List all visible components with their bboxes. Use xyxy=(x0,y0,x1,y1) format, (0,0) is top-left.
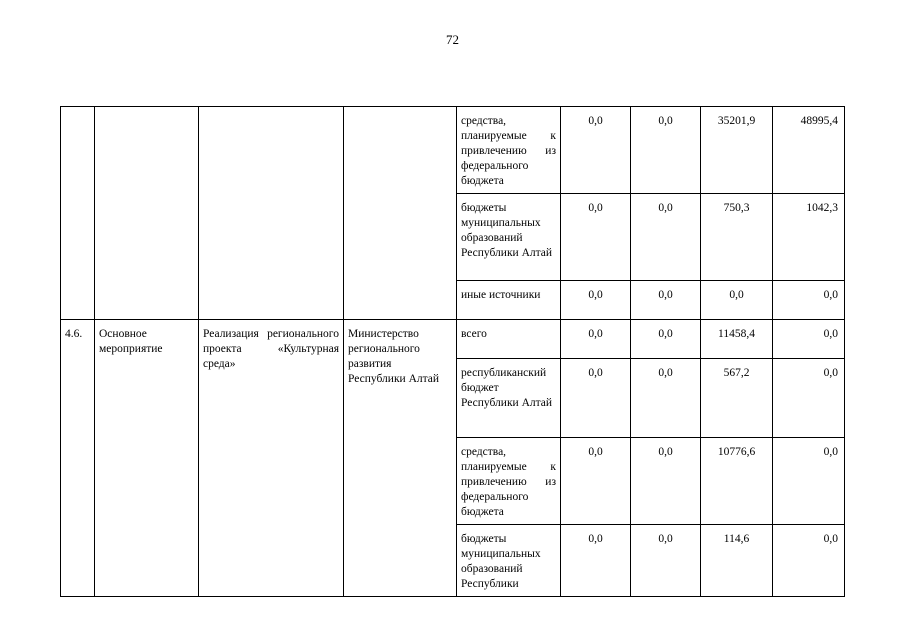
page-number: 72 xyxy=(446,32,459,47)
funding-source: бюджеты муниципальных образований Республики Алтай xyxy=(457,194,561,281)
value-year-1: 0,0 xyxy=(561,525,631,597)
value-year-2: 0,0 xyxy=(631,438,701,525)
value-year-4: 0,0 xyxy=(773,525,845,597)
item-number: 4.6. xyxy=(61,320,95,597)
value-year-1: 0,0 xyxy=(561,194,631,281)
value-year-4: 0,0 xyxy=(773,359,845,438)
budget-table xyxy=(60,106,845,597)
funding-source: всего xyxy=(457,320,561,359)
value-year-1: 0,0 xyxy=(561,359,631,438)
value-year-1: 0,0 xyxy=(561,438,631,525)
table-row xyxy=(61,320,845,359)
funding-source: республиканский бюджет Республики Алтай xyxy=(457,359,561,438)
value-year-1: 0,0 xyxy=(561,320,631,359)
value-year-4: 48995,4 xyxy=(773,107,845,194)
item-type: Основное мероприятие xyxy=(95,320,199,597)
value-year-2: 0,0 xyxy=(631,320,701,359)
executor-cell xyxy=(344,107,457,320)
item-name: Реализация регионального проекта «Культурная среда» xyxy=(199,320,344,597)
value-year-3: 35201,9 xyxy=(701,107,773,194)
name-cell xyxy=(199,107,344,320)
value-year-2: 0,0 xyxy=(631,107,701,194)
value-year-3: 750,3 xyxy=(701,194,773,281)
value-year-4: 0,0 xyxy=(773,281,845,320)
value-year-1: 0,0 xyxy=(561,107,631,194)
funding-source: средства, планируемые к привлечению из федерального бюджета xyxy=(457,107,561,194)
value-year-2: 0,0 xyxy=(631,194,701,281)
type-cell xyxy=(95,107,199,320)
value-year-3: 10776,6 xyxy=(701,438,773,525)
funding-source: средства, планируемые к привлечению из федерального бюджета xyxy=(457,438,561,525)
value-year-1: 0,0 xyxy=(561,281,631,320)
funding-source: бюджеты муниципальных образований Республики xyxy=(457,525,561,597)
value-year-4: 0,0 xyxy=(773,438,845,525)
value-year-3: 114,6 xyxy=(701,525,773,597)
funding-source: иные источники xyxy=(457,281,561,320)
value-year-3: 0,0 xyxy=(701,281,773,320)
value-year-3: 567,2 xyxy=(701,359,773,438)
value-year-4: 1042,3 xyxy=(773,194,845,281)
table-row xyxy=(61,107,845,194)
number-cell xyxy=(61,107,95,320)
value-year-2: 0,0 xyxy=(631,525,701,597)
item-executor: Министерство регионального развития Республики Алтай xyxy=(344,320,457,597)
value-year-3: 11458,4 xyxy=(701,320,773,359)
value-year-4: 0,0 xyxy=(773,320,845,359)
value-year-2: 0,0 xyxy=(631,281,701,320)
value-year-2: 0,0 xyxy=(631,359,701,438)
